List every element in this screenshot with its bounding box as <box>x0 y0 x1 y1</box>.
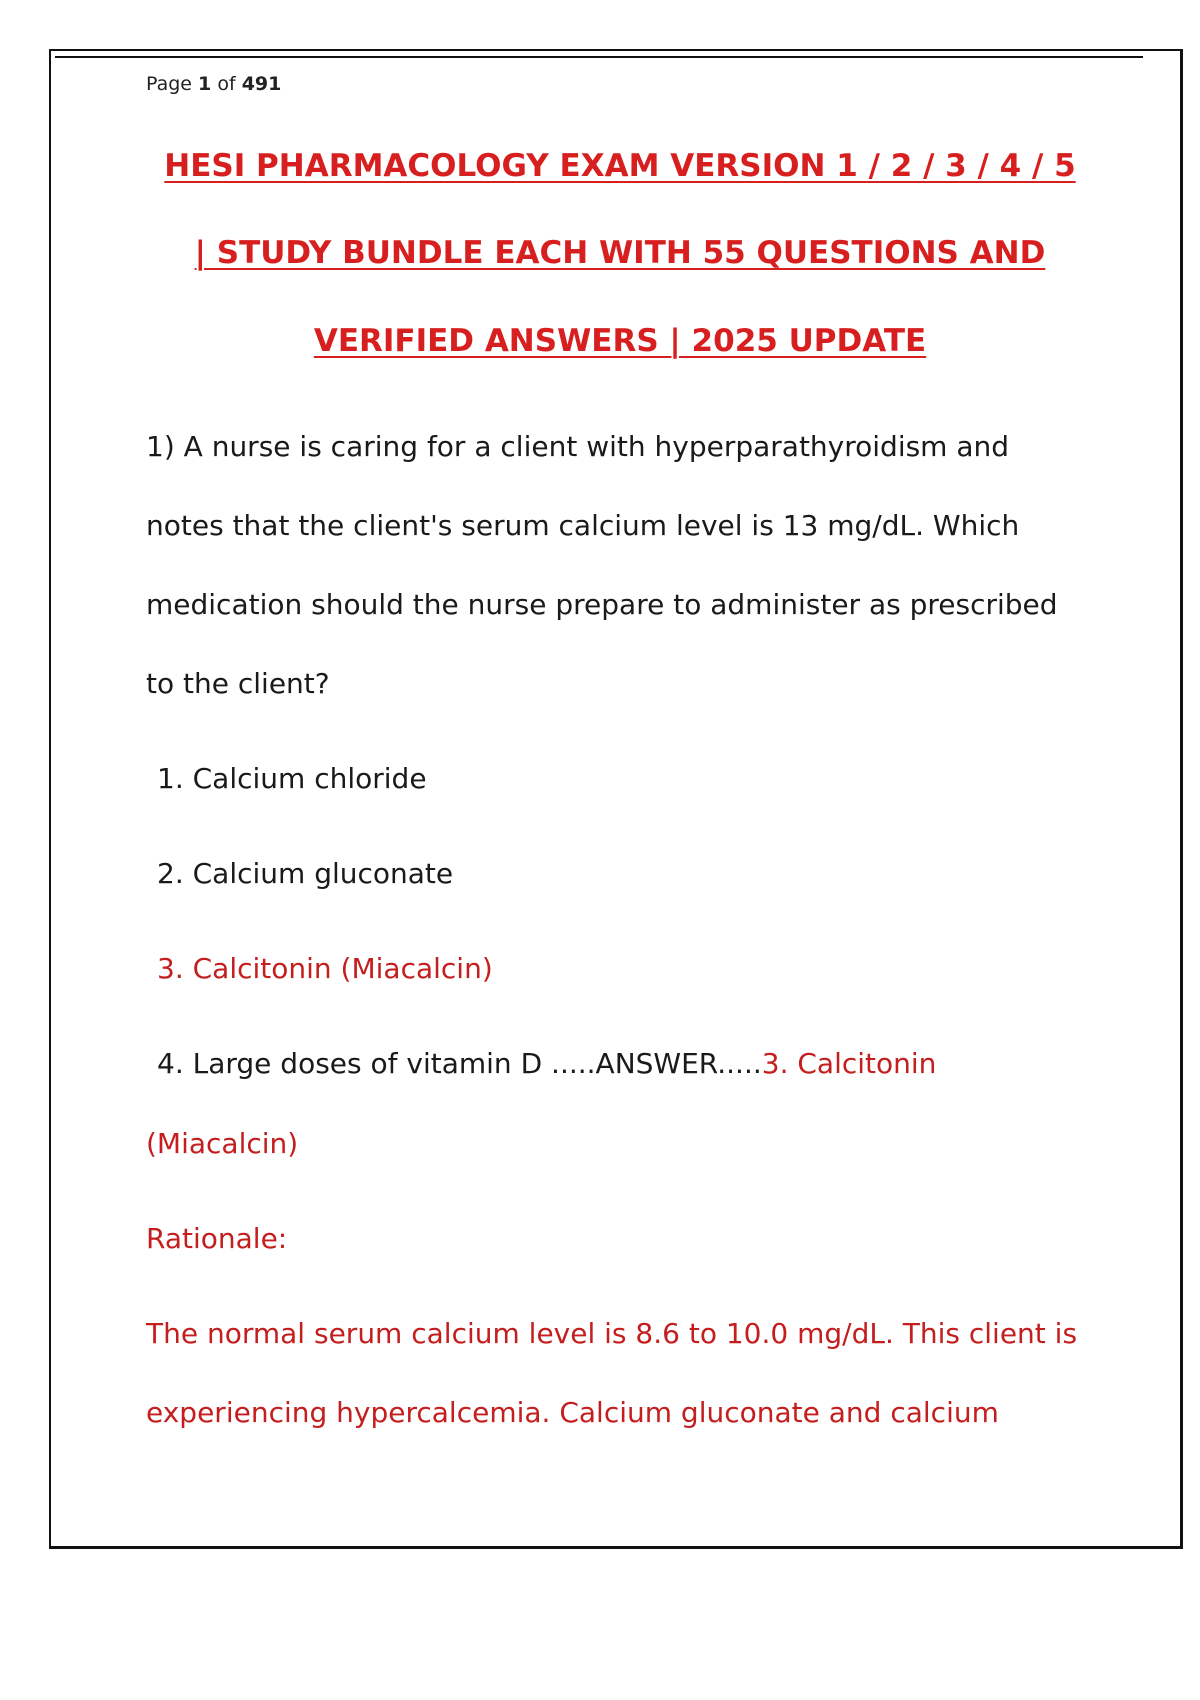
question-text-line: to the client? <box>146 667 330 700</box>
page-number <box>146 73 281 95</box>
page-total: 491 <box>241 73 282 95</box>
document-title-line-2: | STUDY BUNDLE EACH WITH 55 QUESTIONS AND <box>194 235 1046 271</box>
page-label: Page <box>146 73 192 95</box>
answer-option-2: 2. Calcium gluconate <box>157 857 454 890</box>
question-text-line: 1) A nurse is caring for a client with hyperparathyroidism and <box>146 430 1010 463</box>
answer-separator: .....ANSWER..... <box>542 1047 762 1080</box>
document-title-line-1: HESI PHARMACOLOGY EXAM VERSION 1 / 2 / 3 / 4 / 5 <box>164 148 1076 184</box>
answer-key: 3. Calcitonin <box>761 1047 937 1080</box>
rationale-heading: Rationale: <box>146 1222 288 1255</box>
rationale-text-line: experiencing hypercalcemia. Calcium gluconate and calcium <box>146 1396 999 1429</box>
page-of: of <box>217 73 236 95</box>
answer-option-3-correct: 3. Calcitonin (Miacalcin) <box>157 952 493 985</box>
answer-option-4 <box>157 1047 936 1080</box>
question-text-line: medication should the nurse prepare to administer as prescribed <box>146 588 1058 621</box>
rationale-text-line: The normal serum calcium level is 8.6 to 10.0 mg/dL. This client is <box>146 1317 1078 1350</box>
page-current: 1 <box>198 73 212 95</box>
option-4-text: 4. Large doses of vitamin D <box>157 1047 543 1080</box>
document-title-line-3: VERIFIED ANSWERS | 2025 UPDATE <box>313 323 927 359</box>
answer-key-continued: (Miacalcin) <box>146 1127 299 1160</box>
question-text-line: notes that the client's serum calcium level is 13 mg/dL. Which <box>146 509 1020 542</box>
answer-option-1: 1. Calcium chloride <box>157 762 427 795</box>
